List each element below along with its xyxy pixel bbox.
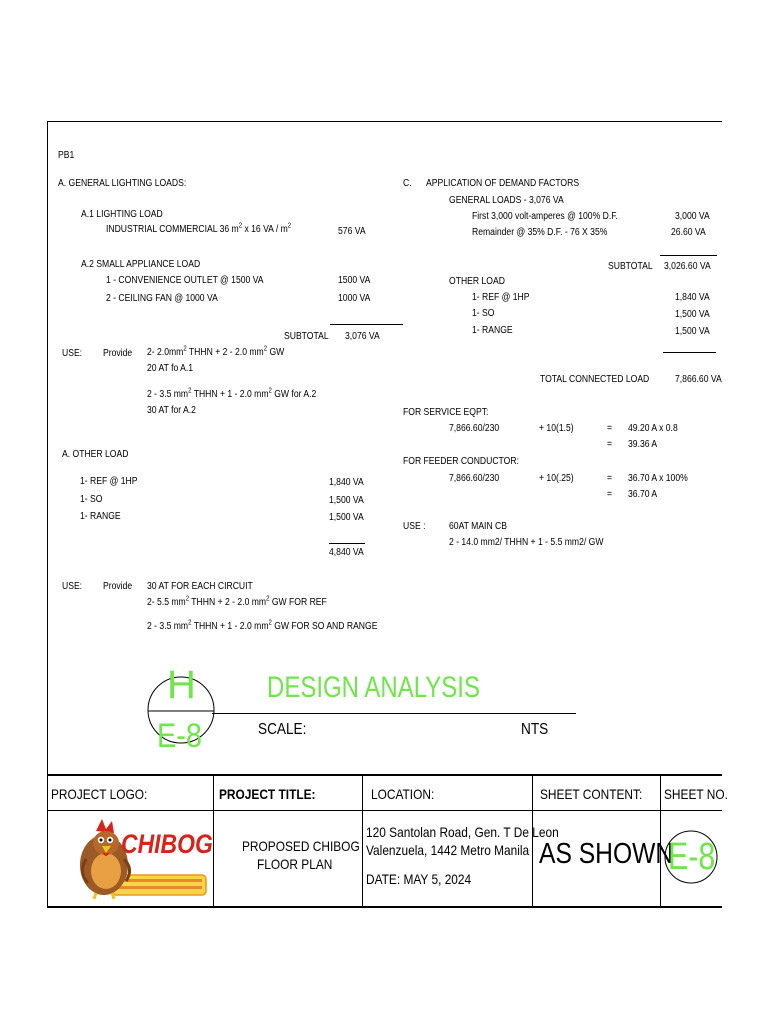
header-project-logo: PROJECT LOGO: [51,786,148,802]
breaker-spec-line: 30 AT FOR EACH CIRCUIT [147,581,253,592]
other-load-item-label: 1- SO [80,494,103,505]
provide-label: Provide [103,581,133,592]
first-va-label: First 3,000 volt-amperes @ 100% D.F. [472,211,618,222]
c-other-item-label: 1- REF @ 1HP [472,292,530,303]
other-load-item-value: 1,500 VA [329,512,364,523]
remainder-label: Remainder @ 35% D.F. - 76 X 35% [472,227,608,238]
sheet-content-value: AS SHOWN [539,838,674,870]
breaker-spec-line: 30 AT for A.2 [147,405,196,416]
header-sheet-content: SHEET CONTENT: [540,786,643,802]
scale-value: NTS [521,721,549,738]
table-rule [47,810,722,811]
c-subtotal-rule [660,255,717,256]
wire-spec-line: 2 - 3.5 $mm^2$ THHN + 1 - 2.0 $mm^2$ GW FOR SO AND RANGE [147,619,378,632]
total-connected-value: 7,866.60 VA [675,374,722,385]
subtotal-label: SUBTOTAL [284,331,329,342]
c-other-item-label: 1- RANGE [472,325,513,336]
feeder-eq: = [607,473,613,484]
logo-wordmark: CHIBOG [121,829,213,859]
header-project-title: PROJECT TITLE: [219,786,316,802]
header-location: LOCATION: [371,786,435,802]
table-rule [47,906,722,908]
table-divider [362,774,363,907]
subtotal-value: 3,076 VA [345,331,380,342]
lighting-load-title: A.1 LIGHTING LOAD [81,209,163,220]
service-heading: FOR SERVICE EQPT: [403,407,489,418]
service-result: 49.20 A x 0.8 [628,423,678,434]
scale-label: SCALE: [258,721,307,738]
marker-letter: H [167,663,196,707]
use-label: USE : [403,521,426,532]
design-analysis-title: DESIGN ANALYSIS [267,671,480,704]
provide-label: Provide [103,348,133,359]
c-other-item-value: 1,500 VA [675,326,710,337]
c-subtotal-label: SUBTOTAL [608,261,653,272]
small-appliance-title: A.2 SMALL APPLIANCE LOAD [81,259,201,270]
feeder-result: 36.70 A x 100% [628,473,688,484]
service-eq: = [607,439,613,450]
c-other-item-label: 1- SO [472,308,495,319]
other-load-total: 4,840 VA [329,547,364,558]
wire-spec-line: 2- 5.5 $mm^2$ THHN + 2 - 2.0 $mm^2$ GW FOR REF [147,595,327,608]
lighting-load-value: 576 VA [338,226,366,237]
main-cb-spec: 60AT MAIN CB [449,521,507,532]
other-load-item-label: 1- REF @ 1HP [80,476,138,487]
service-calc: 7,866.60/230 [449,423,500,434]
project-title-line2: FLOOR PLAN [257,856,333,872]
service-eq: = [607,423,613,434]
feeder-heading: FOR FEEDER CONDUCTOR: [403,456,519,467]
marker-sheet-number: E-8 [157,717,202,755]
use-label: USE: [62,348,83,359]
wire-spec-line: 2- $2.0mm^2$ THHN + 2 - 2.0 $mm^2$ GW [147,345,285,358]
location-line2: Valenzuela, 1442 Metro Manila [366,842,530,858]
sheet-number-value: E-8 [668,836,716,878]
total-rule [329,543,365,544]
other-load-item-label: 1- RANGE [80,511,121,522]
table-divider [213,774,214,907]
c-subtotal-value: 3,026.60 VA [664,261,711,272]
feeder-eq: = [607,489,613,500]
appliance-item-value: 1500 VA [338,275,371,286]
project-date: DATE: MAY 5, 2024 [366,871,472,887]
section-c-heading: APPLICATION OF DEMAND FACTORS [426,178,580,189]
wire-spec-line: 2 - 3.5 $mm^2$ THHN + 1 - 2.0 $mm^2$ GW for A.2 [147,387,317,400]
appliance-item-label: 1 - CONVENIENCE OUTLET @ 1500 VA [106,275,264,286]
other-load-heading: A. OTHER LOAD [62,449,129,460]
service-result: 39.36 A [628,439,658,450]
panel-id: PB1 [58,150,75,161]
section-c-letter: C. [403,178,412,189]
feeder-calc: 7,866.60/230 [449,473,500,484]
general-loads-label: GENERAL LOADS - 3,076 VA [449,195,564,206]
table-divider [532,774,533,907]
section-a-heading: A. GENERAL LIGHTING LOADS: [58,178,187,189]
other-load-item-value: 1,840 VA [329,477,364,488]
location-line1: 120 Santolan Road, Gen. T De Leon [366,824,559,840]
subtotal-rule [330,324,403,325]
feeder-plus: + 10(.25) [539,473,574,484]
main-wire-spec: 2 - 14.0 mm2/ THHN + 1 - 5.5 mm2/ GW [449,537,604,548]
breaker-spec-line: 20 AT fo A.1 [147,363,194,374]
remainder-value: 26.60 VA [671,227,706,238]
c-total-rule [663,352,716,353]
total-connected-label: TOTAL CONNECTED LOAD [540,374,650,385]
feeder-result: 36.70 A [628,489,658,500]
c-other-item-value: 1,840 VA [675,292,710,303]
use-label: USE: [62,581,83,592]
title-underline [212,713,576,714]
lighting-load-desc: INDUSTRIAL COMMERCIAL 36 $m^2$ x 16 VA / $m^2$ [106,222,292,235]
appliance-item-value: 1000 VA [338,293,371,304]
appliance-item-label: 2 - CEILING FAN @ 1000 VA [106,293,218,304]
table-rule [47,774,722,776]
project-title-line1: PROPOSED CHIBOG [242,838,360,854]
c-other-item-value: 1,500 VA [675,309,710,320]
first-va-value: 3,000 VA [675,211,710,222]
other-load-item-value: 1,500 VA [329,495,364,506]
header-sheet-no: SHEET NO. [664,786,728,802]
c-other-load-label: OTHER LOAD [449,276,505,287]
service-plus: + 10(1.5) [539,423,574,434]
